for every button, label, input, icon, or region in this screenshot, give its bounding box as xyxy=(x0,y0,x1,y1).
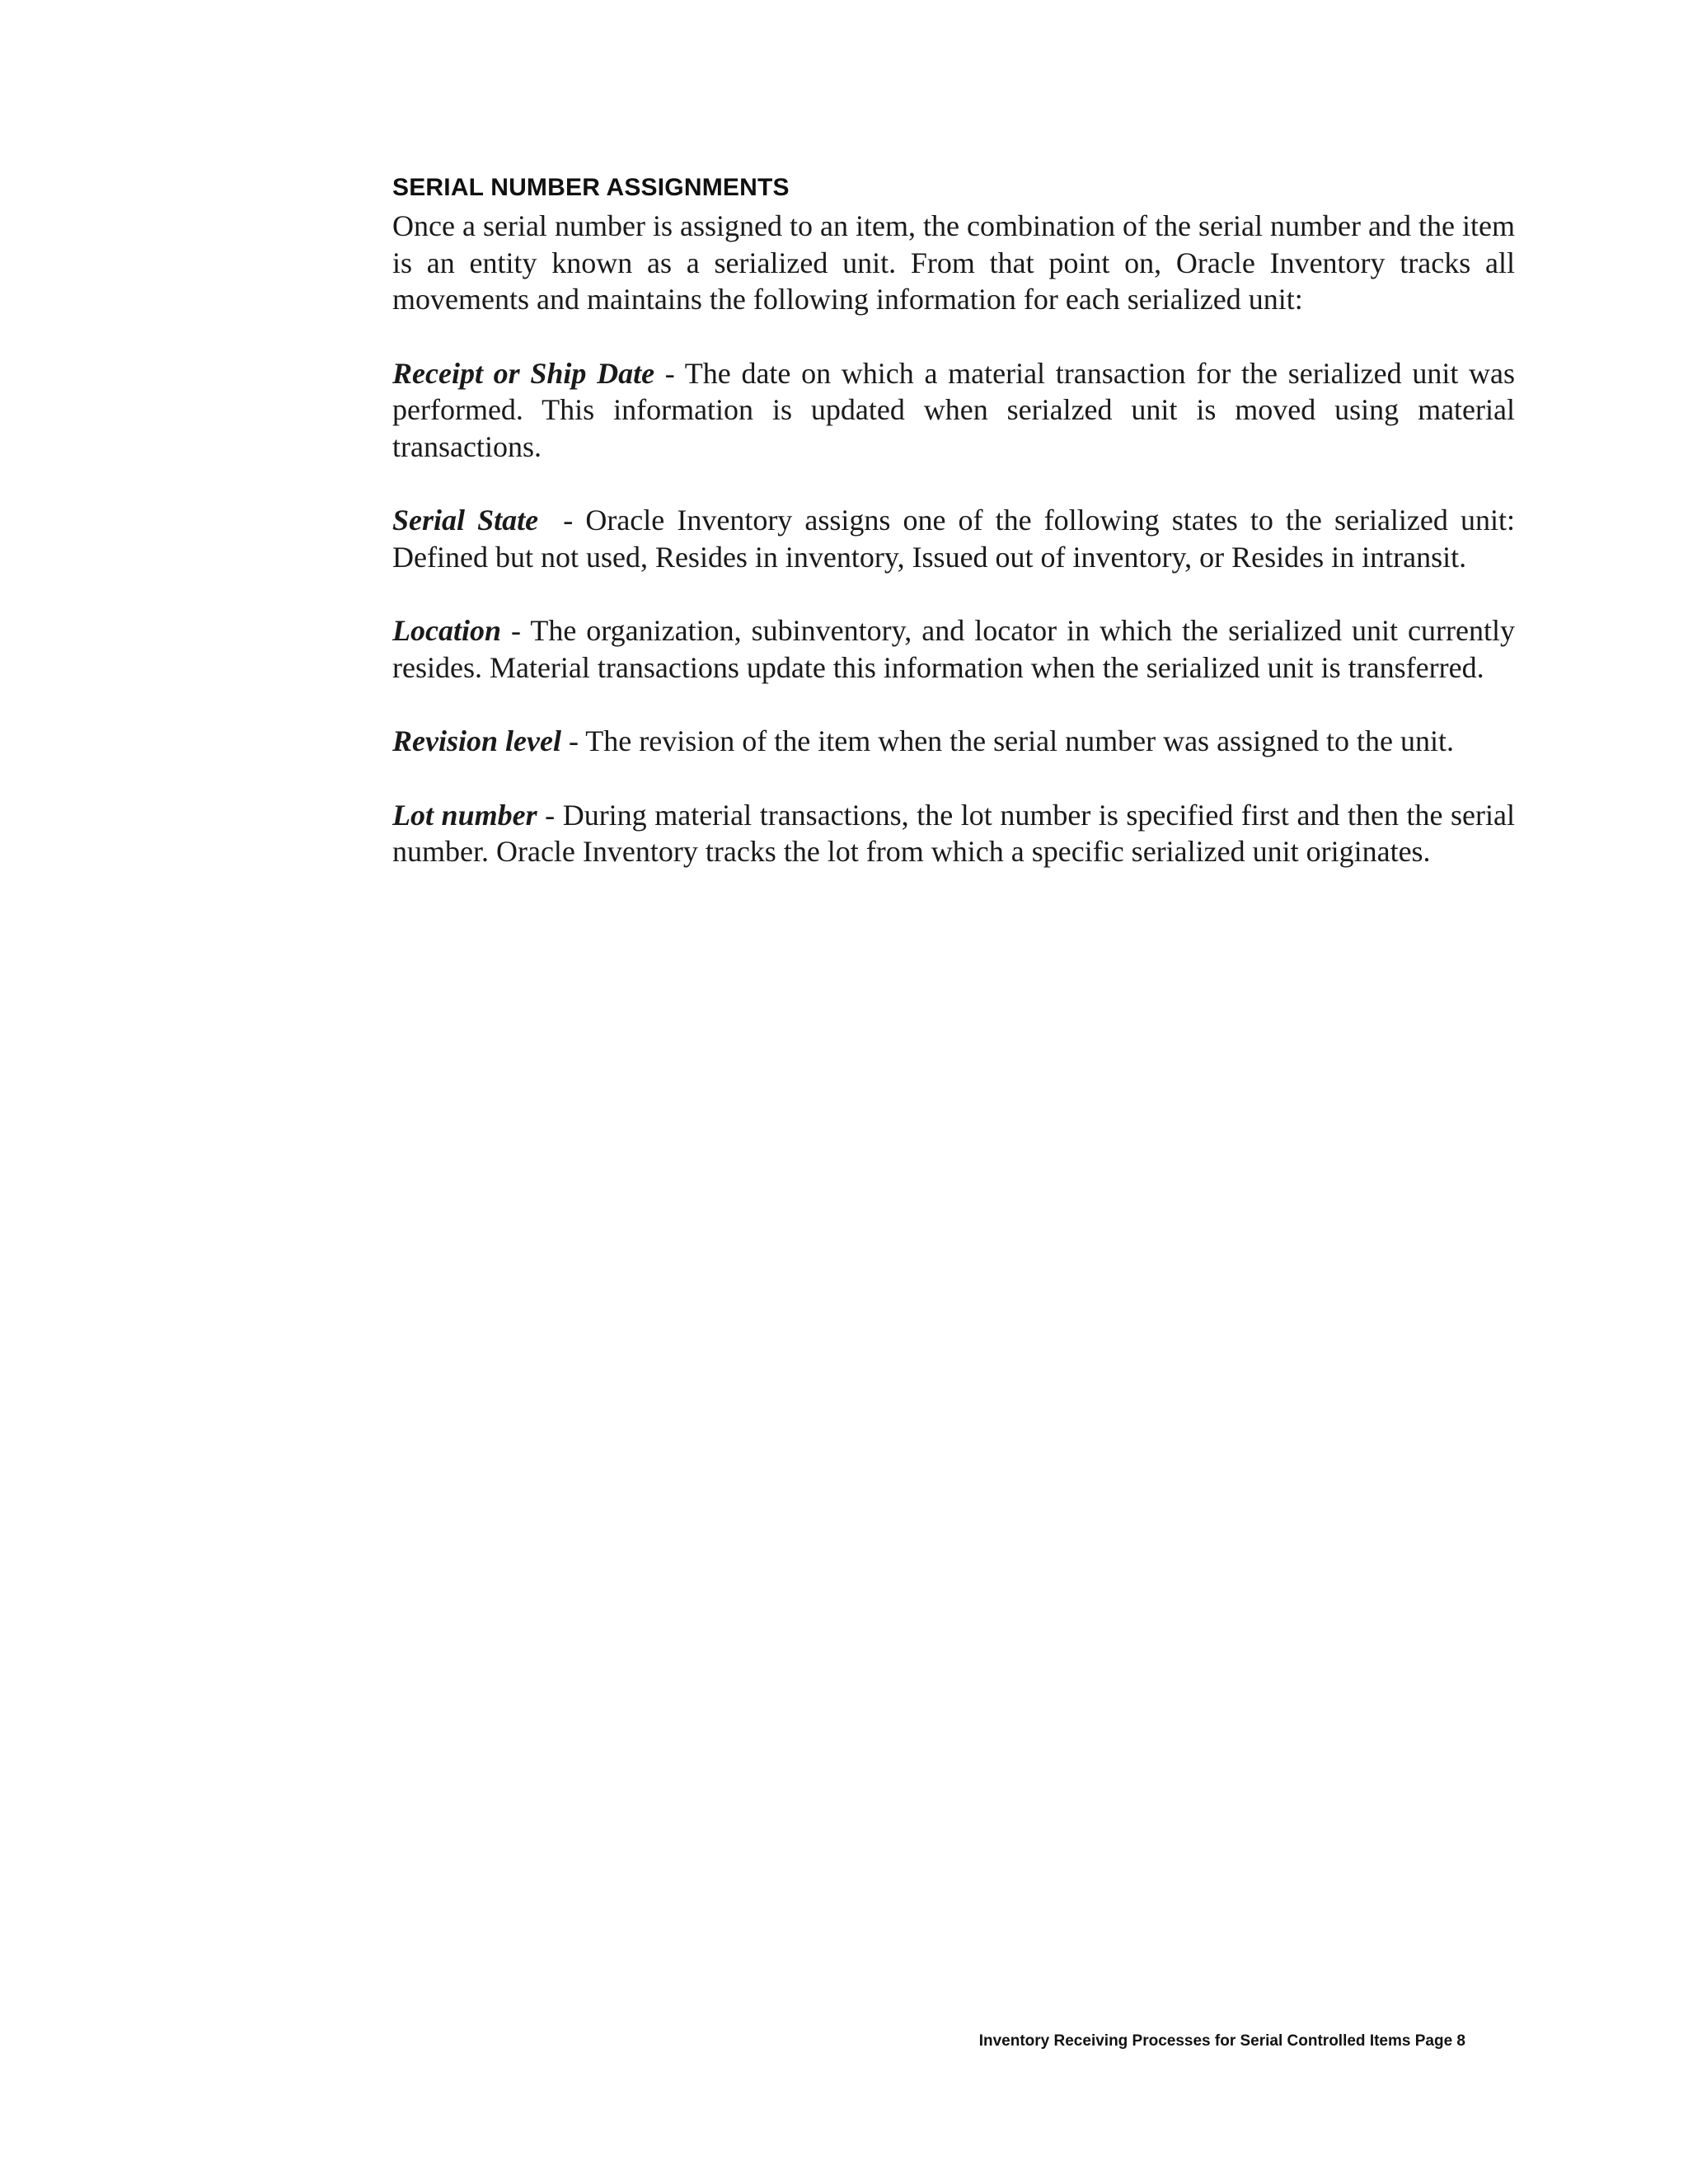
definition-text: - The date on which a material transaction for the serialized unit was performed. This information is updated when serialzed unit is moved using material transactions. xyxy=(392,356,1515,463)
definition-term: Location xyxy=(392,614,501,647)
definition-text: - The organization, subinventory, and locator in which the serialized unit currently resides. Material transactions update this information when the serialized unit is transferred. xyxy=(392,614,1515,684)
definition-text: - The revision of the item when the serial number was assigned to the unit. xyxy=(560,724,1455,757)
definition-revision-level xyxy=(392,723,1515,760)
definition-term: Lot number xyxy=(392,798,537,832)
definition-term: Revision level xyxy=(392,724,561,757)
definition-text: - During material transactions, the lot number is specified first and then the serial number. Oracle Inventory tracks the lot from which a specific serialized unit originates. xyxy=(392,798,1516,868)
definition-term: Serial State xyxy=(392,504,539,537)
page-content xyxy=(392,173,1522,907)
page-footer: Inventory Receiving Processes for Serial Controlled Items Page 8 xyxy=(978,2032,1465,2050)
definition-text: - Oracle Inventory assigns one of the following states to the serialized unit: Defined but not used, Resides in inventory, Issued out of inventory, or Resides in intransit. xyxy=(392,504,1522,574)
definition-receipt-or-ship-date xyxy=(392,355,1515,466)
definition-location xyxy=(392,612,1515,686)
definition-lot-number xyxy=(392,797,1515,870)
section-heading: SERIAL NUMBER ASSIGNMENTS xyxy=(392,174,790,201)
intro-paragraph: Once a serial number is assigned to an item, the combination of the serial number and the item is an entity known as a serialized unit. From that point on, Oracle Inventory tracks all movements and maintains the following information for each serialized unit: xyxy=(392,209,1515,316)
definition-term: Receipt or Ship Date xyxy=(392,356,655,390)
definition-serial-state xyxy=(392,502,1522,575)
